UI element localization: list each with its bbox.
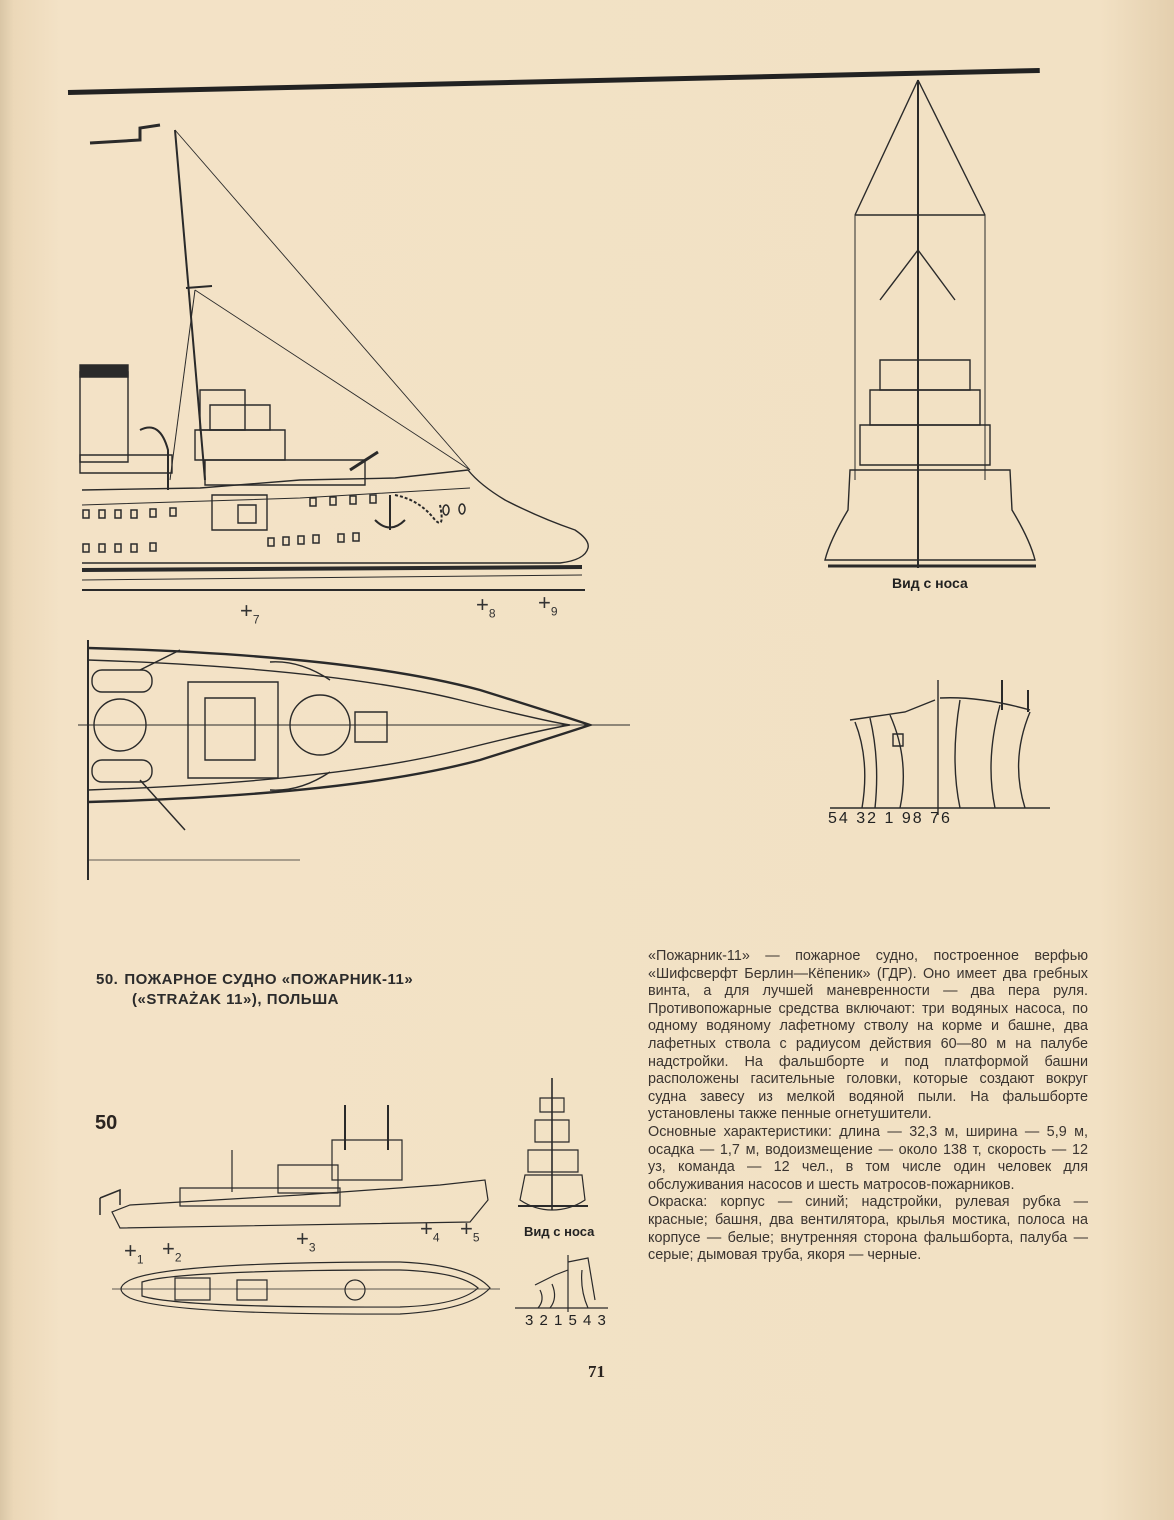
description-paragraph: Основные характеристики: длина — 32,3 м, ширина — 5,9 м, осадка — 1,7 м, водоизмещение — около 138 т, скорость — 12 уз, команда — 12 чел., в том числе один человек для обслуживания насосов и шесть матросов-пожарников. [648,1123,1088,1193]
station-mark: $+_5$ [460,1216,480,1245]
station-mark: $+_4$ [420,1216,440,1245]
bow-view-label: Вид с носа [892,575,968,591]
page-number: 71 [588,1362,605,1381]
small-frame-numbers: 3 2 1 5 4 3 [525,1312,607,1329]
small-bow-view-label: Вид с носа [524,1224,595,1239]
station-mark: $+_1$ [124,1238,144,1267]
station-mark: $+_8$ [476,592,496,621]
small-bow-view [518,1078,588,1210]
figure-number: 50 [95,1112,118,1134]
description-paragraph: Окраска: корпус — синий; надстройки, рулевая рубка — красные; башня, два вентилятора, крылья мостика, полоса на корпусе — белые; внутренняя сторона фальшборта, палуба — серые; дымовая труба, якоря — черные. [648,1194,1088,1264]
item-number: 50. [96,971,119,988]
small-plan-view [112,1262,500,1314]
body-plan-drawing [830,680,1050,815]
station-mark: $+_3$ [296,1226,316,1255]
description-text [648,948,1088,1265]
item-heading [96,970,516,1010]
station-mark: $+_9$ [538,590,558,619]
title-line-1: ПОЖАРНОЕ СУДНО «ПОЖАРНИК-11» [124,971,414,988]
small-body-plan [515,1255,608,1312]
frame-numbers: 54 32 1 98 76 [828,810,952,827]
bow-view-drawing [825,80,1036,568]
station-mark: $+_7$ [240,598,260,627]
small-side-elevation [100,1105,488,1228]
title-line-2: («STRAŻAK 11»), ПОЛЬША [132,991,339,1008]
station-mark: $+_2$ [162,1236,182,1265]
description-paragraph: «Пожарник-11» — пожарное судно, построенное верфью «Шифсверфт Берлин—Кёпеник» (ГДР). Оно имеет два гребных винта, а для лучшей маневренности — два пера руля. Противопожарные средства включают: три водяных насоса, по одному водяному лафетному стволу на корме и башне, два лафетных ствола с радиусом действия 60—80 м на палубе надстройки. На фальшборте и под платформой башни расположены гасительные головки, которые создают вокруг судна завесу из мелкой водяной пыли. На фальшборте установлены также пенные огнетушители. [648,948,1088,1123]
plan-view-drawing [78,640,630,880]
